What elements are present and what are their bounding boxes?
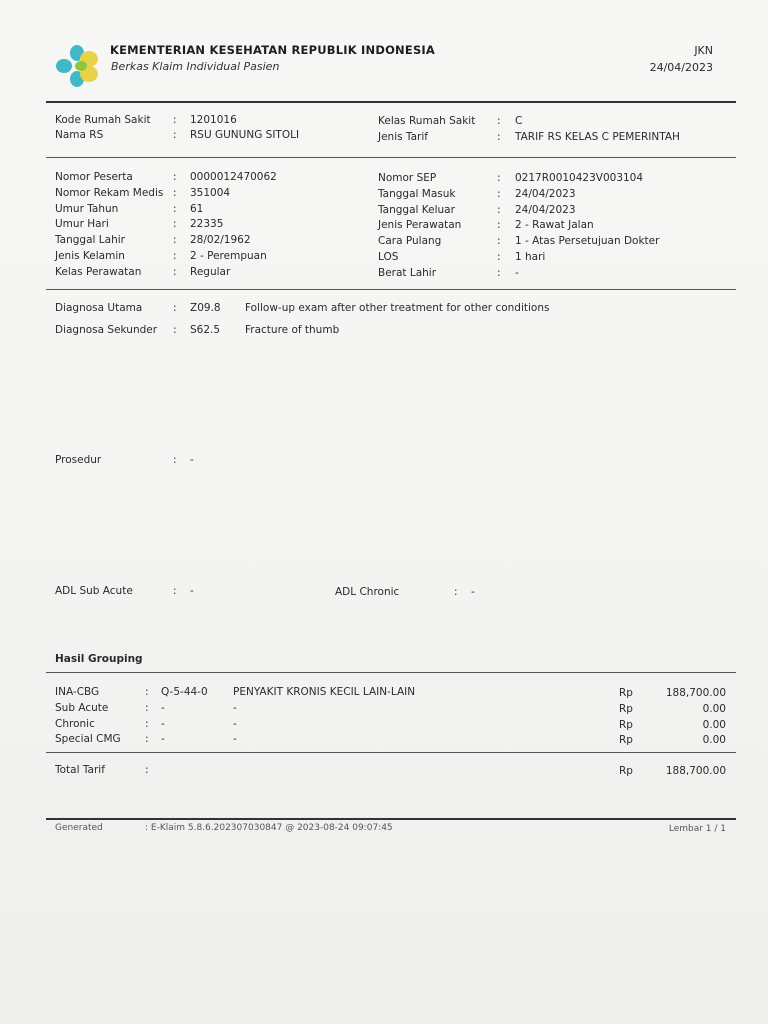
grouping-row-desc: -: [233, 733, 237, 746]
kelas-rs-value: C: [515, 115, 523, 127]
generated-value: : E-Klaim 5.8.6.202307030847 @ 2023-08-24 09:07:45: [145, 823, 393, 833]
generated-label: Generated: [55, 823, 103, 833]
colon: :: [454, 586, 458, 598]
field-label: Tanggal Masuk: [378, 187, 456, 200]
grouping-row-code: -: [161, 701, 165, 714]
adl-sub-acute-label: ADL Sub Acute: [55, 585, 133, 597]
field-value: 2 - Rawat Jalan: [515, 219, 594, 232]
colon: :: [173, 585, 177, 597]
prosedur-label: Prosedur: [55, 454, 102, 466]
prosedur-value: -: [190, 454, 194, 466]
nama-rs-value: RSU GUNUNG SITOLI: [190, 129, 300, 141]
patient-right-labels: [378, 171, 461, 282]
field-label: Nomor Rekam Medis: [55, 186, 164, 199]
grouping-amounts: [666, 686, 726, 749]
document-subtitle: Berkas Klaim Individual Pasien: [111, 60, 280, 73]
field-value: 28/02/1962: [190, 234, 251, 247]
colon: :: [497, 187, 501, 200]
diagnosa-sekunder-code: S62.5: [190, 324, 221, 336]
diagnosa-sekunder-label: Diagnosa Sekunder: [55, 324, 158, 336]
grouping-row-code: -: [161, 717, 165, 730]
jenis-tarif-label: Jenis Tarif: [378, 131, 428, 143]
field-value: 24/04/2023: [515, 203, 576, 216]
grouping-title: Hasil Grouping: [55, 653, 143, 665]
program-label: JKN: [694, 44, 713, 57]
field-label: Berat Lahir: [378, 266, 437, 279]
field-label: Nomor SEP: [378, 172, 437, 184]
currency-label: Rp: [619, 687, 633, 699]
diagnosa-utama-label: Diagnosa Utama: [55, 302, 143, 314]
colon: :: [145, 733, 149, 746]
grouping-labels: [55, 685, 121, 748]
field-value: 2 - Perempuan: [190, 249, 267, 262]
grouping-row-amount: 188,700.00: [665, 687, 726, 699]
field-value: 1 - Atas Persetujuan Dokter: [515, 235, 660, 248]
grouping-row-desc: -: [233, 701, 237, 714]
colon: :: [497, 250, 501, 263]
divider: [46, 101, 736, 103]
colon: :: [173, 265, 177, 278]
patient-right-values: [515, 171, 659, 282]
kelas-rs-label: Kelas Rumah Sakit: [378, 115, 476, 127]
currency-label: Rp: [619, 765, 633, 777]
patient-right-colons: [497, 171, 501, 282]
currency-label: Rp: [619, 702, 633, 715]
colon: :: [497, 172, 501, 184]
grouping-colons: [145, 685, 149, 748]
field-label: Cara Pulang: [378, 235, 442, 248]
colon: :: [173, 171, 177, 183]
grouping-descs: [233, 685, 415, 748]
colon: :: [173, 186, 177, 199]
patient-left-labels: [55, 170, 163, 281]
nama-rs-label: Nama RS: [55, 129, 104, 141]
colon: :: [173, 114, 177, 126]
adl-chronic-value: -: [471, 586, 475, 598]
colon: :: [497, 131, 501, 143]
field-value: 0000012470062: [190, 171, 277, 183]
colon: :: [173, 218, 177, 231]
field-label: Kelas Perawatan: [55, 265, 142, 278]
colon: :: [145, 717, 149, 730]
field-label: Jenis Kelamin: [55, 249, 125, 262]
colon: :: [497, 266, 501, 279]
currency-label: Rp: [619, 718, 633, 731]
field-value: 24/04/2023: [515, 187, 576, 200]
colon: :: [497, 203, 501, 216]
grouping-codes: [161, 685, 208, 748]
total-tarif-amount: 188,700.00: [665, 765, 726, 777]
field-value: 351004: [190, 186, 231, 199]
field-label: Tanggal Lahir: [55, 234, 125, 247]
field-value: 61: [190, 202, 204, 215]
patient-left-values: [190, 170, 277, 281]
diagnosa-sekunder-desc: Fracture of thumb: [245, 324, 340, 336]
kode-rs-value: 1201016: [190, 114, 237, 126]
field-value: 22335: [190, 218, 224, 231]
field-value: 0217R0010423V003104: [515, 172, 644, 184]
field-label: Umur Tahun: [55, 202, 119, 215]
field-value: -: [515, 266, 519, 279]
divider: [46, 672, 736, 673]
grouping-row-code: -: [161, 733, 165, 746]
divider: [46, 818, 736, 820]
adl-chronic-label: ADL Chronic: [335, 586, 400, 598]
divider: [46, 752, 736, 753]
total-tarif-label: Total Tarif: [55, 764, 105, 776]
field-value: Regular: [190, 265, 231, 278]
grouping-row-amount: 0.00: [702, 702, 726, 715]
adl-sub-acute-value: -: [190, 585, 194, 597]
field-label: Umur Hari: [55, 218, 109, 231]
grouping-row-label: Sub Acute: [55, 701, 109, 714]
colon: :: [173, 234, 177, 247]
diagnosa-utama-desc: Follow-up exam after other treatment for other conditions: [245, 302, 550, 314]
field-label: Nomor Peserta: [55, 171, 133, 183]
field-label: Jenis Perawatan: [378, 219, 462, 232]
kode-rs-label: Kode Rumah Sakit: [55, 114, 151, 126]
grouping-row-label: Chronic: [55, 717, 95, 730]
field-label: LOS: [378, 250, 399, 263]
grouping-row-label: INA-CBG: [55, 686, 100, 698]
colon: :: [497, 219, 501, 232]
colon: :: [497, 235, 501, 248]
colon: :: [173, 129, 177, 141]
colon: :: [173, 202, 177, 215]
sheet-number: Lembar 1 / 1: [668, 824, 726, 834]
grouping-currency: [619, 686, 633, 749]
grouping-row-desc: PENYAKIT KRONIS KECIL LAIN-LAIN: [233, 686, 416, 698]
colon: :: [173, 454, 177, 466]
grouping-row-amount: 0.00: [702, 734, 726, 747]
kemenkes-logo-icon: [50, 43, 104, 91]
field-label: Tanggal Keluar: [378, 203, 455, 216]
colon: :: [173, 249, 177, 262]
diagnosa-utama-code: Z09.8: [190, 302, 221, 314]
currency-label: Rp: [619, 734, 633, 747]
grouping-row-label: Special CMG: [55, 733, 121, 746]
colon: :: [145, 686, 149, 698]
field-value: 1 hari: [515, 250, 546, 263]
grouping-row-desc: -: [233, 717, 237, 730]
grouping-row-amount: 0.00: [702, 718, 726, 731]
colon: :: [145, 764, 149, 776]
colon: :: [145, 701, 149, 714]
divider: [46, 289, 736, 290]
colon: :: [173, 302, 177, 314]
header-date: 24/04/2023: [649, 61, 713, 74]
grouping-row-code: Q-5-44-0: [161, 686, 208, 698]
ministry-title: KEMENTERIAN KESEHATAN REPUBLIK INDONESIA: [110, 43, 436, 57]
patient-left-colons: [173, 170, 177, 281]
colon: :: [497, 115, 501, 127]
divider: [46, 157, 736, 158]
colon: :: [173, 324, 177, 336]
jenis-tarif-value: TARIF RS KELAS C PEMERINTAH: [515, 131, 680, 143]
